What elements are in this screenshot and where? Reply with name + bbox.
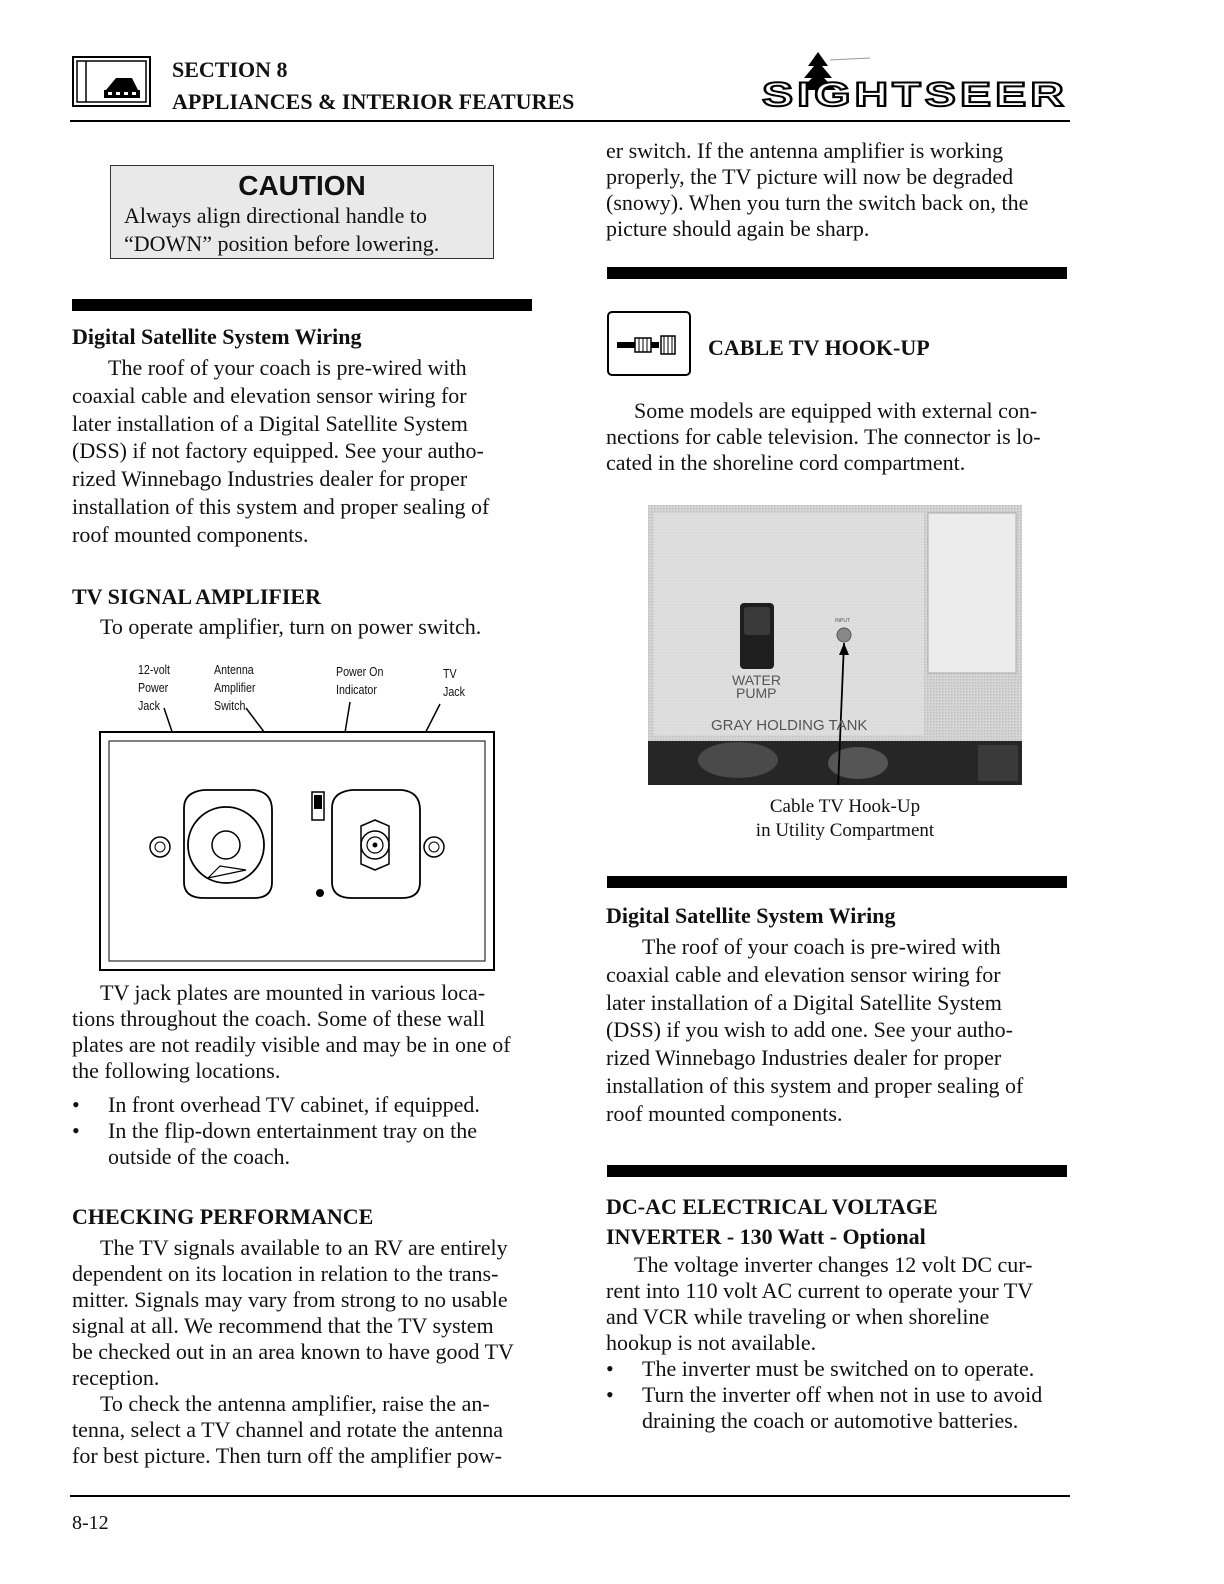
text-line: Some models are equipped with external con- [634, 398, 1038, 423]
brand-logo [760, 50, 1072, 112]
text-line: plates are not readily visible and may be in one of [72, 1032, 511, 1057]
text-line: coaxial cable and elevation sensor wiring for [72, 382, 467, 408]
text-line: rized Winnebago Industries dealer for proper [72, 466, 468, 492]
label-amp-switch: Antenna Amplifier Switch [214, 662, 256, 713]
text-line: nections for cable television. The connector is lo- [606, 424, 1041, 449]
text-line: mitter. Signals may vary from strong to no usable [72, 1287, 508, 1312]
amplifier-section [72, 584, 542, 640]
text-line: properly, the TV picture will now be degraded [606, 164, 1014, 189]
section-number: SECTION 8 [172, 57, 288, 82]
svg-text:GRAY HOLDING TANK: GRAY HOLDING TANK [711, 717, 868, 734]
section-heading: CABLE TV HOOK-UP [708, 335, 930, 360]
text-line: installation of this system and proper sealing of [72, 493, 490, 519]
text-line: rent into 110 volt AC current to operate your TV [606, 1278, 1034, 1303]
jack-plates-section [72, 980, 542, 1170]
utility-compartment-photo [648, 505, 1022, 785]
text-line: rized Winnebago Industries dealer for proper [606, 1045, 1002, 1071]
text-line: for best picture. Then turn off the amplifier pow- [72, 1443, 502, 1468]
section-divider [607, 876, 1067, 888]
text-line: hookup is not available. [606, 1330, 817, 1355]
list-item: • In front overhead TV cabinet, if equipped. [72, 1092, 542, 1118]
text-line: tions throughout the coach. Some of these wall [72, 1006, 486, 1031]
footer-rule [70, 1495, 1070, 1497]
inverter-list [606, 1356, 1076, 1434]
caution-line: “DOWN” position before lowering. [124, 231, 440, 256]
text-line: and VCR while traveling or when shoreline [606, 1304, 990, 1329]
text-line: signal at all. We recommend that the TV system [72, 1313, 494, 1338]
section-divider [607, 1165, 1067, 1177]
section-subheading: INVERTER - 130 Watt - Optional [606, 1224, 926, 1249]
caution-box [110, 165, 494, 259]
text-line: To check the antenna amplifier, raise the an- [100, 1391, 490, 1416]
section-heading: CHECKING PERFORMANCE [72, 1204, 374, 1229]
section-heading: Digital Satellite System Wiring [606, 903, 896, 928]
svg-text:PUMP: PUMP [736, 685, 777, 701]
section-divider [72, 299, 532, 311]
header-rule [70, 120, 1070, 122]
caution-title: CAUTION [238, 170, 366, 201]
text-line: later installation of a Digital Satellite System [606, 989, 1002, 1015]
caption-line: in Utility Compartment [755, 820, 935, 841]
checking-section [72, 1204, 542, 1469]
text-line: installation of this system and proper sealing of [606, 1072, 1024, 1098]
section-title: APPLIANCES & INTERIOR FEATURES [172, 89, 575, 114]
text-line: reception. [72, 1365, 160, 1390]
cable-tv-text [606, 398, 1076, 476]
caption-line: Cable TV Hook-Up [769, 796, 921, 817]
continued-text [606, 138, 1076, 242]
text-line: roof mounted components. [606, 1100, 843, 1126]
label-tv-jack: TV Jack [443, 666, 465, 699]
text-line: The roof of your coach is pre-wired with [642, 934, 1001, 959]
wall-plate-diagram [96, 700, 498, 975]
text-line: The roof of your coach is pre-wired with [108, 355, 467, 380]
text-line: tenna, select a TV channel and rotate the antenna [72, 1417, 504, 1442]
dss-right-section [606, 903, 1076, 1128]
list-item: • Turn the inverter off when not in use to avoid draining the coach or automotive batteries. [606, 1382, 1076, 1434]
inverter-section [606, 1192, 1076, 1434]
text-line: The TV signals available to an RV are entirely [100, 1235, 508, 1260]
section-heading: DC-AC ELECTRICAL VOLTAGE [606, 1194, 938, 1219]
text-line: dependent on its location in relation to the trans- [72, 1261, 499, 1286]
section-heading: Digital Satellite System Wiring [72, 324, 362, 349]
text-line: (snowy). When you turn the switch back on, the [606, 190, 1029, 215]
label-power-jack: 12-volt Power Jack [138, 662, 171, 713]
text-line: (DSS) if you wish to add one. See your autho- [606, 1017, 1013, 1043]
cable-connector-icon [607, 311, 691, 376]
text-line: To operate amplifier, turn on power switch. [100, 614, 482, 639]
list-item: • The inverter must be switched on to operate. [606, 1356, 1076, 1382]
text-line: picture should again be sharp. [606, 216, 870, 241]
text-line: later installation of a Digital Satellite System [72, 410, 468, 436]
location-list [72, 1092, 542, 1170]
svg-text:WATER: WATER [732, 672, 781, 688]
section-heading: TV SIGNAL AMPLIFIER [72, 584, 321, 609]
text-line: the following locations. [72, 1058, 281, 1083]
section-icon [72, 56, 150, 106]
text-line: coaxial cable and elevation sensor wiring for [606, 961, 1001, 987]
text-line: er switch. If the antenna amplifier is working [606, 138, 1004, 163]
text-line: roof mounted components. [72, 521, 309, 547]
section-divider [607, 267, 1067, 279]
svg-text:INPUT: INPUT [835, 618, 850, 624]
page-number: 8-12 [72, 1512, 109, 1534]
label-power-on: Power On Indicator [336, 664, 384, 697]
brand-logo-text: SIGHTSEER [762, 76, 1068, 112]
text-line: The voltage inverter changes 12 volt DC cur- [634, 1252, 1033, 1277]
text-line: be checked out in an area known to have good TV [72, 1339, 514, 1364]
text-line: cated in the shoreline cord compartment. [606, 450, 966, 475]
dss-left-section [72, 324, 542, 549]
text-line: TV jack plates are mounted in various loca- [100, 980, 486, 1005]
caution-line: Always align directional handle to [124, 203, 428, 228]
text-line: (DSS) if not factory equipped. See your autho- [72, 438, 484, 464]
photo-caption [620, 795, 1070, 843]
list-item: • In the flip-down entertainment tray on the outside of the coach. [72, 1118, 542, 1170]
